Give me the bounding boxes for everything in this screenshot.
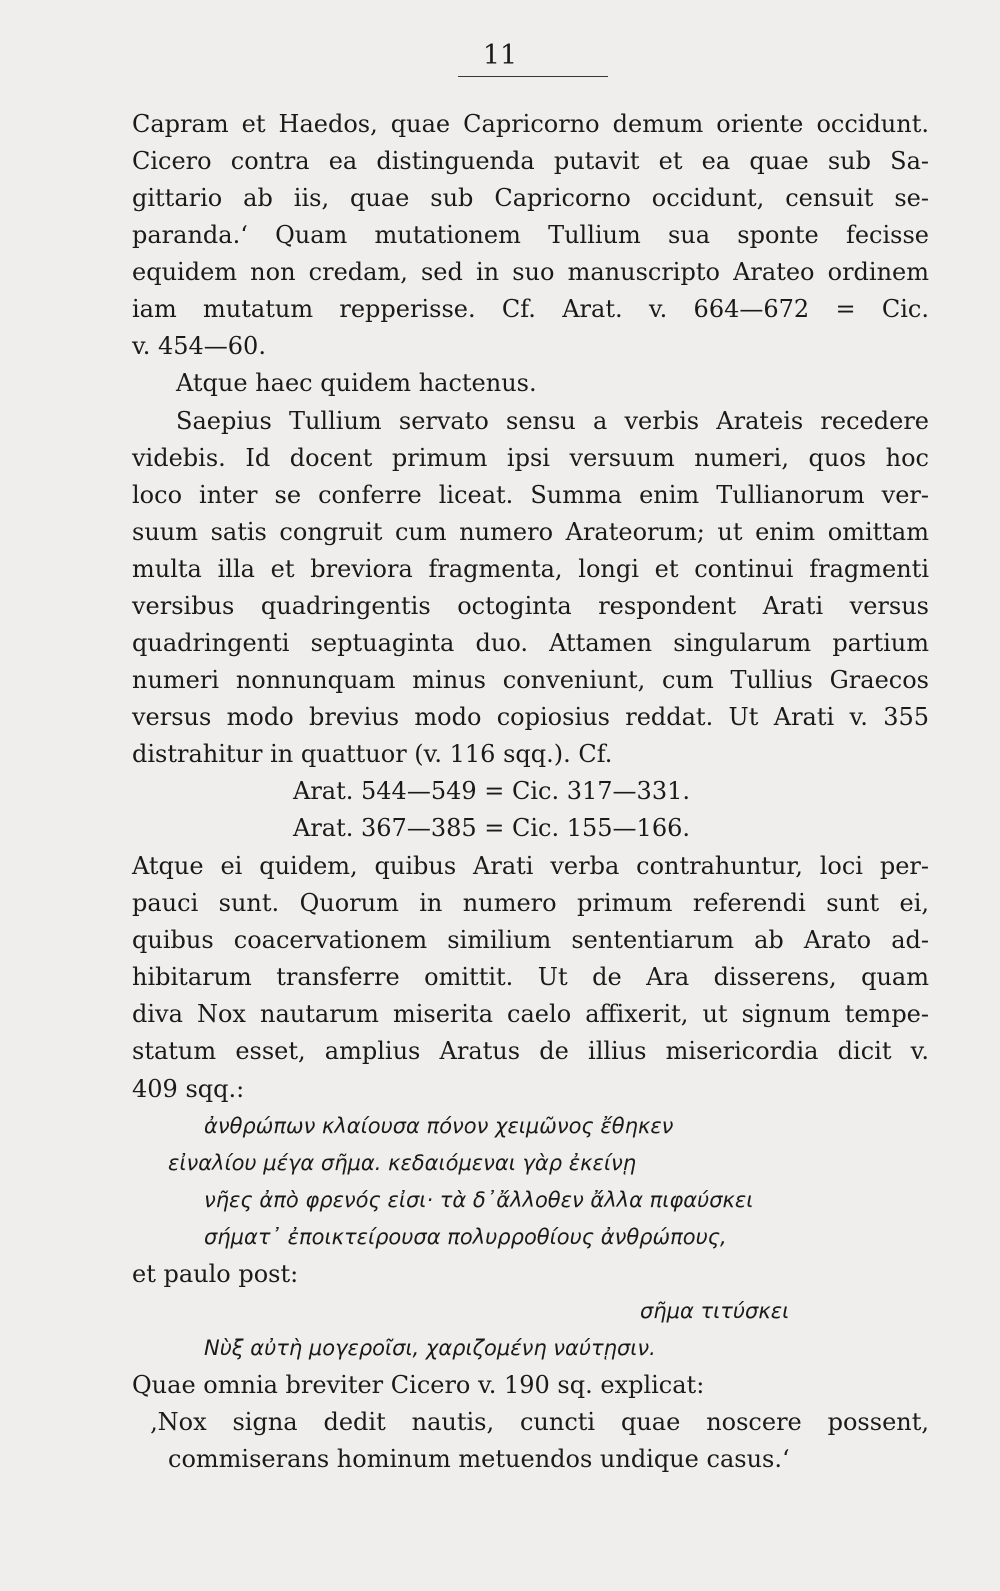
comparison-line: Arat. 544—549 = Cic. 317—331.: [293, 777, 690, 805]
quoted-verse-line: commiserans hominum metuendos undique casus.‘: [168, 1445, 790, 1473]
greek-verse-line: νῆες ἀπὸ φρενός εἰσι· τὰ δ᾽ἄλλοθεν ἄλλα πιφαύσκει: [204, 1188, 754, 1212]
text-line: Atque haec quidem hactenus.: [176, 369, 537, 397]
text-line: paranda.‘ Quam mutationem Tullium sua sponte fecisse: [132, 221, 929, 249]
text-line: iam mutatum repperisse. Cf. Arat. v. 664—672 = Cic.: [132, 295, 929, 323]
text-line: quibus coacervationem similium sententiarum ab Arato ad-: [132, 926, 929, 954]
text-line: Capram et Haedos, quae Capricorno demum oriente occidunt.: [132, 110, 929, 138]
text-line: Atque ei quidem, quibus Arati verba contrahuntur, loci per-: [132, 852, 929, 880]
greek-verse-line: σῆμα τιτύσκει: [640, 1299, 790, 1323]
text-line: hibitarum transferre omittit. Ut de Ara disserens, quam: [132, 963, 929, 991]
quoted-verse-line: ‚Nox signa dedit nautis, cuncti quae noscere possent,: [150, 1408, 929, 1436]
text-line: 409 sqq.:: [132, 1075, 245, 1103]
text-line: loco inter se conferre liceat. Summa enim Tullianorum ver-: [132, 481, 929, 509]
greek-verse-line: ἀνθρώπων κλαίουσα πόνον χειμῶνος ἔθηκεν: [204, 1114, 674, 1138]
page-number-rule: [458, 76, 608, 77]
text-line: Quae omnia breviter Cicero v. 190 sq. explicat:: [132, 1371, 705, 1399]
text-line: suum satis congruit cum numero Arateorum; ut enim omittam: [132, 518, 929, 546]
greek-verse-line: σήματ᾽ ἐποικτείρουσα πολυρροθίους ἀνθρώπους,: [204, 1225, 727, 1249]
text-line: diva Nox nautarum miserita caelo affixerit, ut signum tempe-: [132, 1000, 929, 1028]
greek-verse-line: Νὺξ αὐτὴ μογεροῖσι, χαριζομένη ναύτῃσιν.: [204, 1336, 656, 1360]
text-line: pauci sunt. Quorum in numero primum referendi sunt ei,: [132, 889, 929, 917]
text-line: gittario ab iis, quae sub Capricorno occidunt, censuit se-: [132, 184, 929, 212]
text-line: Saepius Tullium servato sensu a verbis Arateis recedere: [176, 407, 929, 435]
text-line: numeri nonnunquam minus conveniunt, cum Tullius Graecos: [132, 666, 929, 694]
text-line: Cicero contra ea distinguenda putavit et ea quae sub Sa-: [132, 147, 929, 175]
text-line: et paulo post:: [132, 1260, 299, 1288]
comparison-line: Arat. 367—385 = Cic. 155—166.: [293, 814, 690, 842]
text-line: versibus quadringentis octoginta respondent Arati versus: [132, 592, 929, 620]
text-line: distrahitur in quattuor (v. 116 sqq.). Cf.: [132, 740, 613, 768]
text-line: quadringenti septuaginta duo. Attamen singularum partium: [132, 629, 929, 657]
text-line: versus modo brevius modo copiosius reddat. Ut Arati v. 355: [132, 703, 929, 731]
text-line: multa illa et breviora fragmenta, longi et continui fragmenti: [132, 555, 929, 583]
text-line: equidem non credam, sed in suo manuscripto Arateo ordinem: [132, 258, 929, 286]
greek-verse-line: εἰναλίου μέγα σῆμα. κεδαιόμεναι γὰρ ἐκείνῃ: [168, 1151, 637, 1175]
text-line: videbis. Id docent primum ipsi versuum numeri, quos hoc: [132, 444, 929, 472]
page-number: 11: [482, 40, 518, 71]
text-line: v. 454—60.: [132, 332, 266, 360]
text-line: statum esset, amplius Aratus de illius misericordia dicit v.: [132, 1037, 929, 1065]
